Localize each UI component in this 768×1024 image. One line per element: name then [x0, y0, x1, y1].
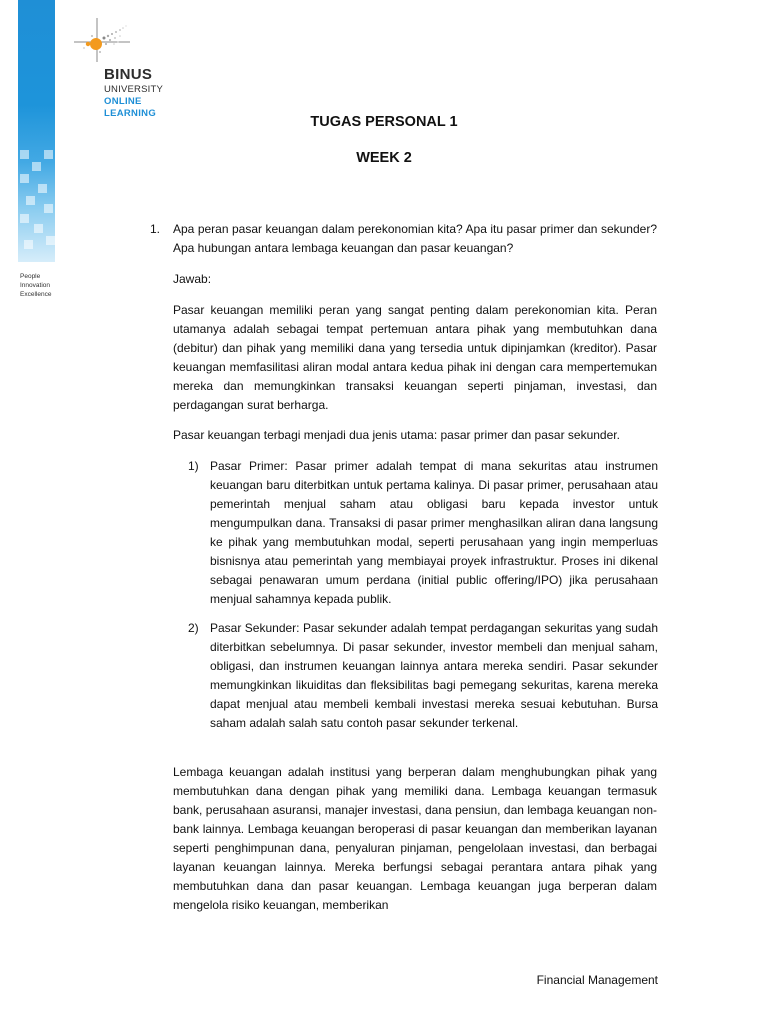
tagline-line: Excellence	[20, 291, 52, 298]
document-title: TUGAS PERSONAL 1	[310, 114, 458, 130]
logo-emblem-icon	[70, 14, 140, 66]
question-text: Apa peran pasar keuangan dalam perekonomian kita? Apa itu pasar primer dan sekunder? Apa hubungan antara lembaga keuangan dan pasar keuangan?	[173, 222, 657, 255]
question-number: 1.	[150, 222, 161, 236]
document-subtitle: WEEK 2	[356, 150, 412, 166]
brand-tagline	[20, 272, 51, 299]
logo-online: ONLINE	[104, 96, 142, 107]
answer-label: Jawab:	[173, 272, 212, 286]
decorative-side-stripe	[18, 0, 55, 262]
list-item: Pasar Sekunder: Pasar sekunder adalah tempat perdagangan sekuritas yang sudah diterbitkan sebelumnya. Di pasar sekunder, investor membeli dan menjual saham, obligasi, dan instrumen keuangan lainnya antara mereka sendiri. Pasar sekunder memungkinkan likuiditas dan fleksibilitas bagi pemegang sekuritas, karena mereka dapat menjual atau membeli kembali investasi mereka sesuai kebutuhan. Bursa saham adalah salah satu contoh pasar sekunder terkenal.	[210, 621, 658, 730]
list-item-number: 1)	[188, 459, 199, 473]
list-item-number: 2)	[188, 621, 199, 635]
logo-learning: LEARNING	[104, 108, 157, 119]
logo-wordmark: BINUS	[104, 66, 153, 83]
answer-paragraph: Pasar keuangan memiliki peran yang sangat penting dalam perekonomian kita. Peran utamanya adalah sebagai tempat pertemuan antara pihak yang membutuhkan dana (debitur) dan pihak yang memiliki dana yang tersedia untuk dipinjamkan (kreditor). Pasar keuangan memfasilitasi aliran modal antara kedua pihak ini dengan cara mempertemukan mereka dan memungkinkan transaksi keuangan seperti pinjaman, investasi, dan perdagangan surat berharga.	[173, 303, 657, 412]
logo-university: UNIVERSITY	[104, 84, 164, 95]
page-footer: Financial Management	[536, 973, 658, 987]
list-item: Pasar Primer: Pasar primer adalah tempat di mana sekuritas atau instrumen keuangan baru diterbitkan untuk pertama kalinya. Di pasar primer, perusahaan atau pemerintah menjual saham atau obligasi baru kepada investor untuk mengumpulkan dana. Transaksi di pasar primer menghasilkan aliran dana langsung ke pihak yang membutuhkan modal, seperti perusahaan yang ingin memperluas bisnisnya atau pemerintah yang membiayai proyek infrastruktur. Proses ini dikenal sebagai penawaran umum perdana (initial public offering/IPO) jika perusahaan menjual sahamnya kepada publik.	[210, 459, 658, 606]
binus-logo	[70, 14, 190, 119]
tagline-line: Innovation	[20, 282, 50, 289]
answer-paragraph: Lembaga keuangan adalah institusi yang berperan dalam menghubungkan pihak yang membutuhkan dana dengan pihak yang memiliki dana. Lembaga keuangan termasuk bank, perusahaan asuransi, manajer investasi, dana pensiun, dan lembaga keuangan non-bank lainnya. Lembaga keuangan beroperasi di pasar keuangan dan memberikan layanan seperti penghimpunan dana, penyaluran pinjaman, pengelolaan investasi, dan berbagai layanan keuangan lainnya. Mereka berfungsi sebagai perantara antara pihak yang membutuhkan dana dan pasar keuangan. Lembaga keuangan juga berperan dalam mengelola risiko keuangan, memberikan	[173, 765, 657, 912]
answer-paragraph: Pasar keuangan terbagi menjadi dua jenis utama: pasar primer dan pasar sekunder.	[173, 428, 620, 442]
tagline-line: People	[20, 273, 41, 280]
